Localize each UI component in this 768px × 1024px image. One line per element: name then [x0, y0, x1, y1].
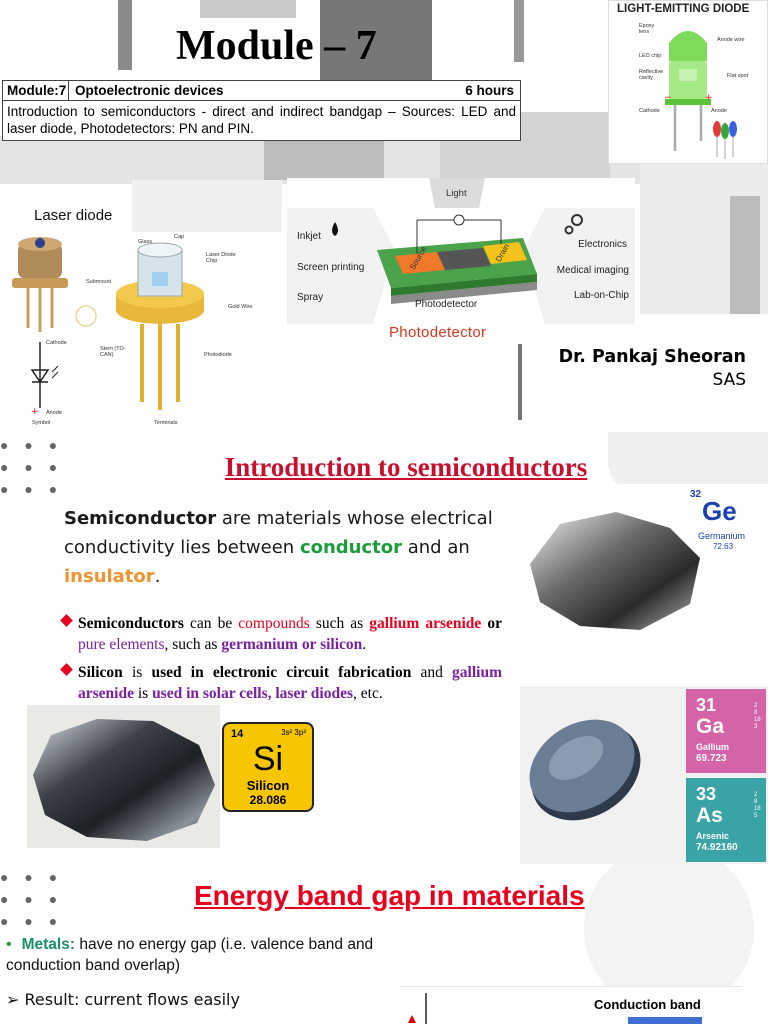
source-label: Source	[407, 244, 429, 272]
background-block	[730, 196, 760, 314]
si-name: Silicon	[246, 778, 290, 793]
definition-text: are materials whose electrical conductivity lies between	[64, 508, 493, 558]
photodetector-caption: Photodetector	[389, 324, 487, 341]
si-symbol: Si	[252, 740, 284, 778]
definition-conductor: conductor	[299, 537, 403, 558]
decorative-dots: ● ● ● ● ● ● ● ● ●	[0, 437, 64, 497]
definition-insulator: insulator	[64, 566, 155, 587]
background-block	[200, 0, 296, 18]
decorative-dots: ● ● ● ● ● ● ● ● ●	[0, 869, 64, 929]
module-description: Introduction to semiconductors - direct and indirect bandgap – Sources: LED and laser diode, Photodetectors: PN and PIN.	[7, 104, 516, 136]
result-line	[6, 990, 240, 1009]
bullet-text: is	[133, 685, 153, 702]
ge-symbol: Ge	[702, 496, 737, 526]
bullet-text: or	[481, 615, 502, 632]
silicon-rock-shape	[27, 705, 220, 848]
app-lab-on-chip: Lab-on-Chip	[573, 290, 629, 301]
app-electronics: Electronics	[578, 239, 627, 250]
background-block	[264, 136, 384, 180]
ge-number: 32	[690, 489, 702, 500]
as-name: Arsenic	[696, 831, 730, 841]
si-number: 14	[231, 728, 244, 740]
silicon-rock-image	[27, 705, 220, 848]
bullet-text: Semiconductors	[78, 615, 184, 632]
ga-symbol: Ga	[696, 715, 725, 738]
led-label: Cathode	[639, 108, 660, 114]
bullet-text: , such as	[164, 636, 222, 653]
bullet-compounds	[62, 613, 502, 655]
as-tile	[686, 778, 766, 862]
bullet-dot-icon: •	[6, 936, 12, 953]
definition-text: .	[154, 566, 161, 587]
method-inkjet: Inkjet	[297, 231, 321, 242]
ga-shells: 2 8 18 3	[754, 703, 761, 730]
ge-name: Germanium	[698, 531, 746, 541]
si-config: 3s² 3p²	[281, 728, 306, 737]
module-number: Module:7	[3, 81, 69, 100]
conduction-band-label: Conduction band	[594, 997, 701, 1012]
bullet-text: gallium arsenide	[369, 615, 482, 632]
laser-label: Stem (TO-CAN)	[100, 346, 126, 358]
bullet-text: and	[411, 664, 453, 681]
author-divider	[518, 344, 522, 420]
slide-energy-band-gap	[0, 864, 768, 1024]
metals-text: have no energy gap (i.e. valence band and conduction band overlap)	[6, 936, 374, 974]
laser-label: Glass	[138, 239, 153, 245]
bullet-text: used in solar cells, laser diodes	[152, 685, 354, 702]
germanium-image	[520, 484, 768, 640]
definition-text: and an	[402, 537, 470, 558]
drain-label: Drain	[493, 242, 512, 264]
ge-mass: 72.63	[713, 542, 734, 551]
method-screen-printing: Screen printing	[297, 262, 365, 273]
svg-text:+: +	[31, 407, 39, 417]
led-label: Epoxy lens	[639, 23, 655, 35]
author-department: SAS	[712, 370, 746, 390]
si-mass: 28.086	[249, 793, 287, 807]
bullet-text: used in electronic circuit fabrication	[151, 664, 412, 681]
bullet-text: such as	[309, 615, 370, 632]
as-number: 33	[696, 784, 717, 804]
led-label: Anode	[711, 108, 727, 114]
background-block	[132, 180, 282, 232]
laser-label: Gold Wire	[228, 304, 253, 310]
led-label: Anode wire	[717, 37, 745, 43]
module-hours: 6 hours	[465, 83, 514, 98]
metals-label: Metals:	[21, 936, 76, 953]
laser-label: Submount	[86, 279, 112, 285]
module-table	[2, 80, 521, 141]
bullet-text: pure elements	[78, 636, 165, 653]
slide-module-7	[0, 0, 768, 432]
gaas-wafer-image	[520, 686, 688, 864]
semiconductor-definition	[64, 504, 514, 591]
laser-label: Symbol	[32, 420, 51, 426]
slide-intro-semiconductors	[0, 432, 768, 864]
background-block	[514, 0, 524, 62]
led-label: LED chip	[639, 53, 662, 59]
metals-bullet	[6, 934, 426, 976]
photodetector-figure	[287, 178, 635, 324]
ga-name: Gallium	[696, 742, 730, 752]
result-text: Result: current flows easily	[24, 990, 240, 1009]
led-figure	[608, 0, 768, 164]
bullet-text: , etc.	[353, 685, 383, 702]
arrow-right-icon: ➢	[6, 990, 25, 1009]
module-table-header	[3, 81, 520, 101]
laser-label: Anode	[46, 410, 62, 416]
laser-label: Laser Diode Chip	[206, 252, 236, 264]
bullet-text: compounds	[238, 615, 310, 632]
led-figure-title: LIGHT-EMITTING DIODE	[617, 3, 750, 15]
svg-text:−: −	[664, 93, 672, 103]
bullet-text: .	[362, 636, 367, 653]
definition-term: Semiconductor	[64, 508, 217, 529]
method-spray: Spray	[297, 292, 324, 303]
bullet-text: gallium arsenide	[78, 664, 502, 702]
as-mass: 74.92160	[696, 842, 738, 853]
laser-label: Photodiode	[204, 352, 232, 358]
bullet-text: is	[122, 664, 152, 681]
ga-number: 31	[696, 695, 717, 715]
section-title: Introduction to semiconductors	[224, 452, 588, 482]
gaas-image	[520, 686, 768, 864]
bullet-text: Silicon	[78, 664, 123, 681]
as-symbol: As	[696, 804, 723, 827]
laser-label: Cap	[174, 234, 185, 240]
bullet-text: germanium or silicon	[221, 636, 363, 653]
page-title: Module – 7	[176, 23, 377, 69]
as-shells: 2 8 18 5	[754, 792, 761, 819]
led-diagram	[609, 1, 768, 165]
ga-tile	[686, 689, 766, 773]
led-label: Reflective cavity	[639, 69, 664, 81]
bullet-text: can be	[183, 615, 239, 632]
led-label: Flat spot	[727, 73, 749, 79]
module-name: Optoelectronic devices	[75, 83, 224, 98]
app-medical-imaging: Medical imaging	[556, 265, 629, 276]
laser-diode-figure	[0, 232, 262, 430]
laser-label: Cathode	[46, 340, 67, 346]
section-title: Energy band gap in materials	[194, 880, 585, 911]
band-diagram	[400, 986, 742, 1024]
silicon-tile	[222, 722, 314, 812]
light-label: Light	[446, 188, 467, 199]
laser-diode-heading: Laser diode	[34, 207, 113, 224]
background-block	[118, 0, 132, 70]
svg-text:+: +	[705, 93, 713, 103]
bullet-silicon	[62, 662, 502, 704]
ga-mass: 69.723	[696, 753, 727, 764]
device-label: Photodetector	[415, 299, 478, 310]
laser-label: Terminals	[154, 420, 178, 426]
author-name: Dr. Pankaj Sheoran	[558, 347, 746, 367]
